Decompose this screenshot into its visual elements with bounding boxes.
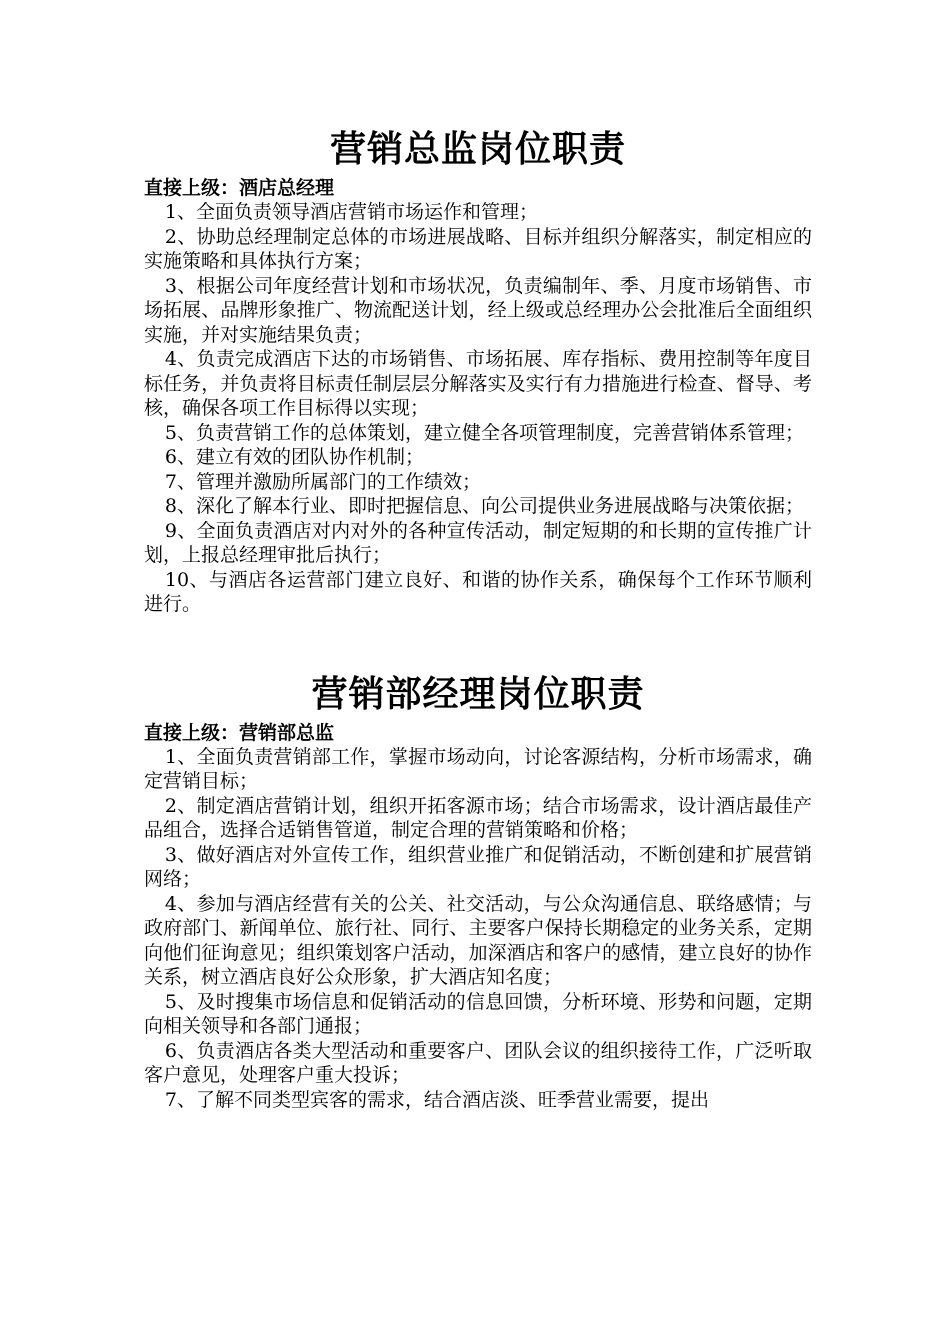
- duty-item: 1、全面负责营销部工作，掌握市场动向，讨论客源结构，分析市场需求，确定营销目标；: [144, 745, 812, 792]
- duty-item: 8、深化了解本行业、即时把握信息、向公司提供业务进展战略与决策依据；: [164, 495, 804, 517]
- duty-item: 4、参加与酒店经营有关的公关、社交活动，与公众沟通信息、联络感情；与政府部门、新闻单位、旅行社、同行、主要客户保持长期稳定的业务关系，定期向他们征询意见；组织策划客户活动，加深酒店和客户的感情，建立良好的协作关系，树立酒店良好公众形象，扩大酒店知名度；: [144, 892, 812, 988]
- direct-superior: 直接上级：营销部总监: [144, 721, 335, 744]
- duty-item: 5、负责营销工作的总体策划，建立健全各项管理制度，完善营销体系管理；: [164, 421, 804, 444]
- duty-item: 3、做好酒店对外宣传工作，组织营业推广和促销活动，不断创建和扩展营销网络；: [144, 843, 812, 890]
- duty-item: 3、根据公司年度经营计划和市场状况，负责编制年、季、月度市场销售、市场拓展、品牌形象推广、物流配送计划，经上级或总经理办公会批准后全面组织实施，并对实施结果负责；: [144, 274, 812, 346]
- document-page: [144, 124, 812, 1112]
- duty-item: 2、协助总经理制定总体的市场进展战略、目标并组织分解落实，制定相应的实施策略和具体执行方案；: [144, 225, 812, 272]
- duty-item: 7、了解不同类型宾客的需求，结合酒店淡、旺季营业需要，提出: [164, 1088, 709, 1111]
- section-title: 营销部经理岗位职责: [311, 673, 645, 715]
- duty-item: 6、负责酒店各类大型活动和重要客户、团队会议的组织接待工作，广泛听取客户意见，处理客户重大投诉；: [144, 1039, 812, 1086]
- section-marketing-director: [144, 124, 812, 617]
- section-marketing-manager: [144, 669, 812, 1113]
- duty-item: 1、全面负责领导酒店营销市场运作和管理；: [164, 201, 538, 223]
- duty-item: 10、与酒店各运营部门建立良好、和谐的协作关系，确保每个工作环节顺利进行。: [144, 568, 812, 615]
- duty-item: 9、全面负责酒店对内对外的各种宣传活动，制定短期的和长期的宣传推广计划，上报总经理审批后执行；: [144, 519, 812, 566]
- duty-item: 5、及时搜集市场信息和促销活动的信息回馈，分析环境、形势和问题，定期向相关领导和各部门通报；: [144, 990, 812, 1037]
- section-title: 营销总监岗位职责: [329, 129, 626, 170]
- duty-item: 4、负责完成酒店下达的市场销售、市场拓展、库存指标、费用控制等年度目标任务，并负责将目标责任制层层分解落实及实行有力措施进行检查、督导、考核，确保各项工作目标得以实现；: [144, 348, 812, 419]
- duty-item: 2、制定酒店营销计划，组织开拓客源市场；结合市场需求，设计酒店最佳产品组合，选择合适销售管道，制定合理的营销策略和价格；: [144, 794, 812, 841]
- duty-item: 6、建立有效的团队协作机制；: [164, 446, 424, 468]
- direct-superior: 直接上级：酒店总经理: [144, 177, 335, 199]
- duty-item: 7、管理并激励所属部门的工作绩效；: [164, 470, 481, 493]
